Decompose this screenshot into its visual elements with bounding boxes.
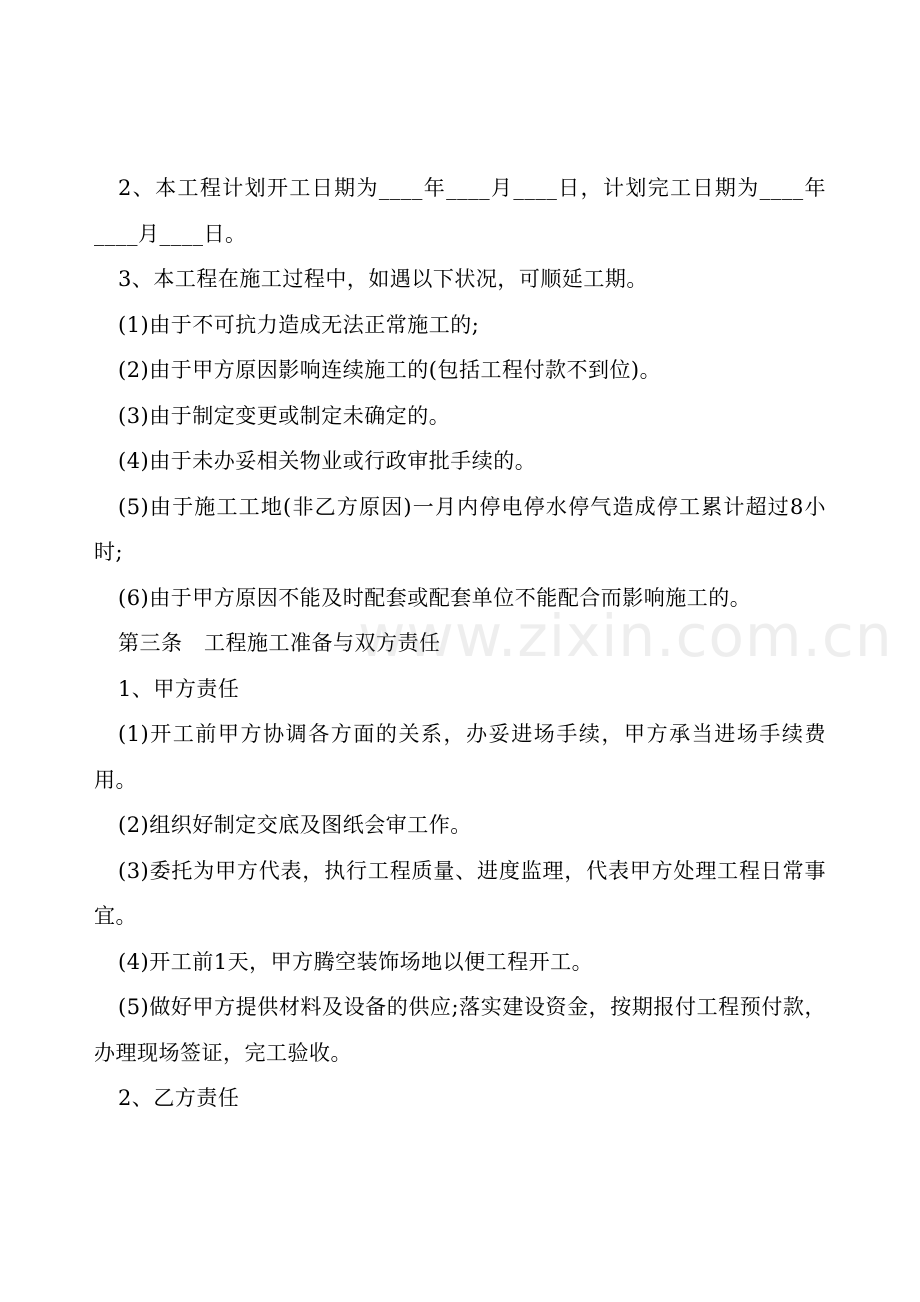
extension-item-3: (3)由于制定变更或制定未确定的。 (118, 403, 451, 428)
party-a-item-2: (2)组织好制定交底及图纸会审工作。 (118, 813, 472, 837)
party-a-item-4: (4)开工前1天，甲方腾空装饰场地以便工程开工。 (118, 949, 594, 974)
watermark: www.zixin.com.cn (358, 602, 893, 670)
party-b-heading: 2、乙方责任 (118, 1086, 240, 1110)
contract-body (94, 166, 826, 1122)
clause-schedule-dates: 2、本工程计划开工日期为____年____月____日，计划完工日期为____年____月____日。 (94, 176, 826, 246)
party-a-item-1: (1)开工前甲方协调各方面的关系，办妥进场手续，甲方承当进场手续费用。 (94, 722, 826, 792)
extension-item-4: (4)由于未办妥相关物业或行政审批手续的。 (118, 449, 537, 473)
extension-item-1: (1)由于不可抗力造成无法正常施工的; (118, 312, 480, 337)
extension-item-6: (6)由于甲方原因不能及时配套或配套单位不能配合而影响施工的。 (118, 585, 752, 610)
extension-item-5: (5)由于施工工地(非乙方原因)一月内停电停水停气造成停工累计超过8小时; (94, 494, 826, 564)
clause-extension-intro: 3、本工程在施工过程中，如遇以下状况，可顺延工期。 (118, 267, 648, 291)
extension-item-2: (2)由于甲方原因影响连续施工的(包括工程付款不到位)。 (118, 358, 662, 382)
party-a-item-3: (3)委托为甲方代表，执行工程质量、进度监理，代表甲方处理工程日常事宜。 (94, 858, 826, 928)
party-a-item-5: (5)做好甲方提供材料及设备的供应;落实建设资金，按期报付工程预付款，办理现场签证，完工验收。 (94, 995, 826, 1065)
party-a-heading: 1、甲方责任 (118, 676, 240, 701)
article-three-heading: 第三条 工程施工准备与双方责任 (118, 631, 441, 655)
